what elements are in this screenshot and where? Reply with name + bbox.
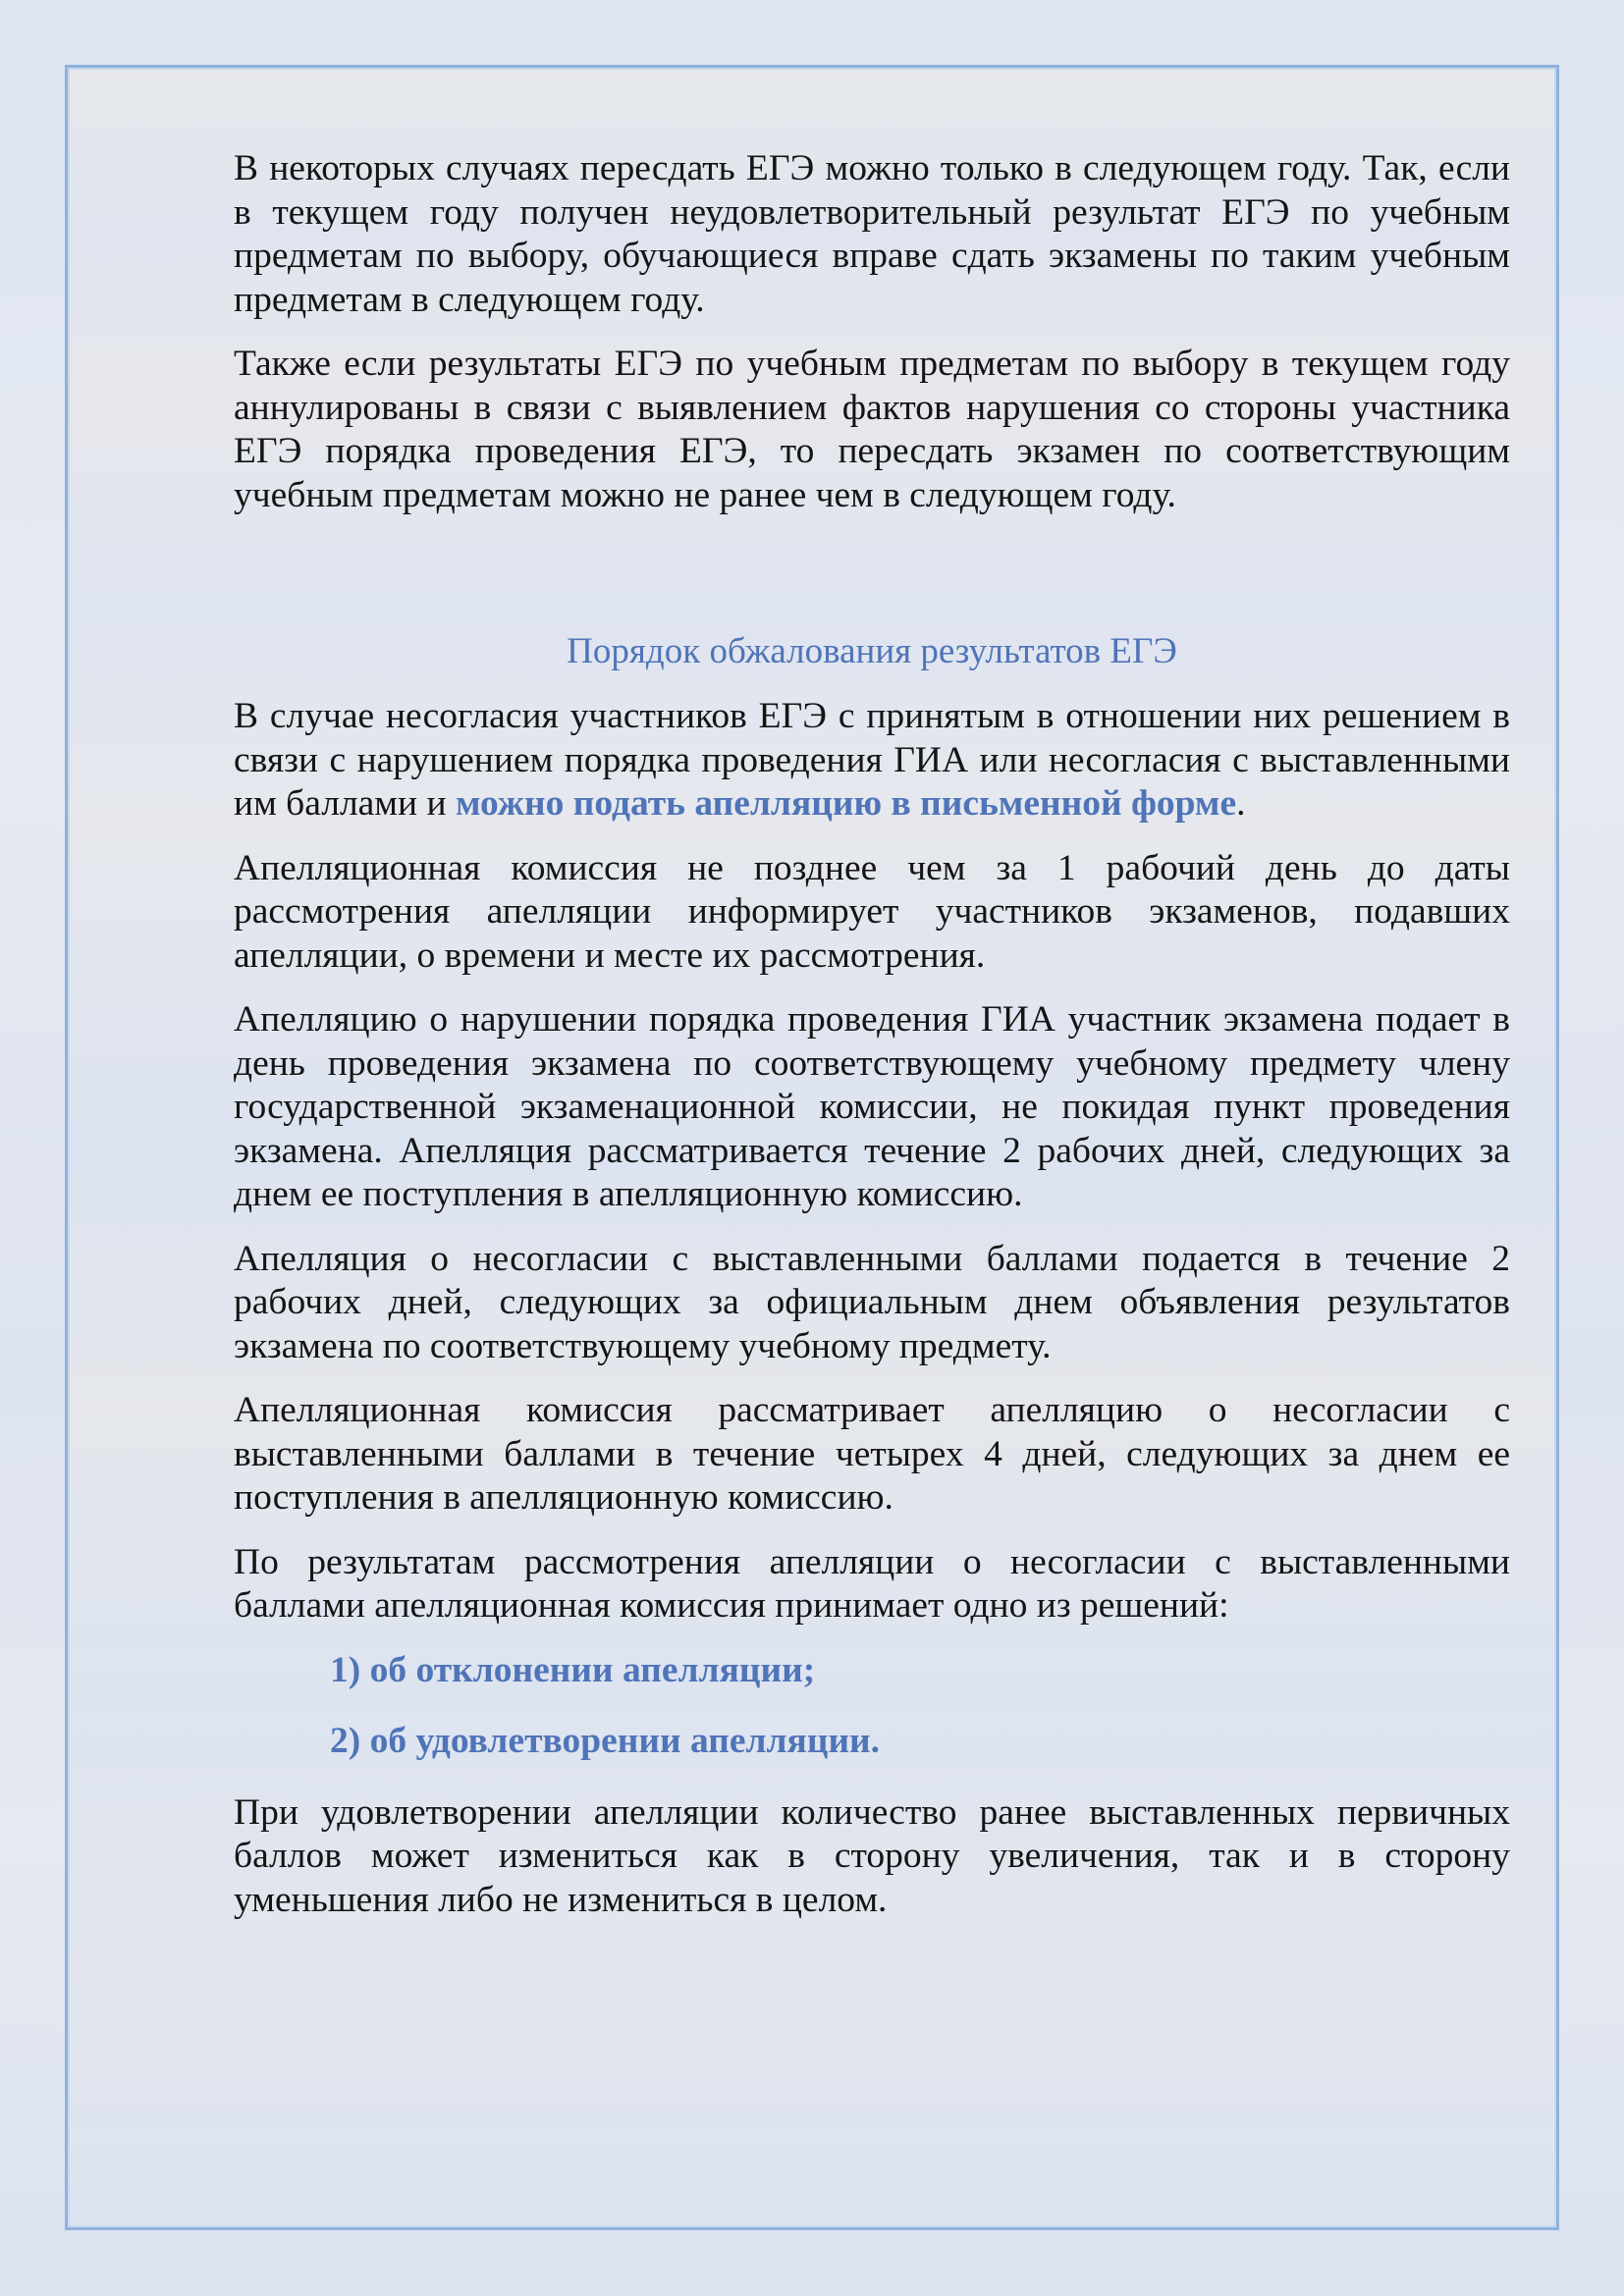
paragraph-procedure-appeal: Апелляцию о нарушении порядка проведения ГИА участник экзамена подает в день проведения экзамена по соответствующему учебному предмету члену государственной экзаменационной комиссии, не покидая пункт проведения экзамена. Апелляция рассматривается течение 2 рабочих дней, следующих за днем ее поступления в апелляционную комиссию.: [234, 999, 1510, 1214]
appeal-intro-text: В случае несогласия участников ЕГЭ с принятым в отношении них решением в связи с нарушением порядка проведения ГИА или несогласия с выставленными им баллами: [234, 696, 1510, 824]
decision-item-accept: 2) об удовлетворении апелляции.: [330, 1721, 881, 1761]
paragraph-score-change: При удовлетворении апелляции количество ранее выставленных первичных баллов может измениться как в сторону увеличения, так и в сторону уменьшения либо не измениться в целом.: [234, 1791, 1510, 1920]
paragraph-commission-notice: Апелляционная комиссия не позднее чем за 1 рабочий день до даты рассмотрения апелляции информирует участников экзаменов, подавших апелляции, о времени и месте их рассмотрения.: [234, 847, 1510, 976]
decision-item-reject: 1) об отклонении апелляции;: [330, 1649, 816, 1690]
appeal-intro-end: .: [1236, 783, 1246, 824]
paragraph-score-appeal-review: Апелляционная комиссия рассматривает апелляцию о несогласии с выставленными баллами в течение четырех 4 дней, следующих за днем ее поступления в апелляционную комиссию.: [234, 1390, 1510, 1518]
section-title: Порядок обжалования результатов ЕГЭ: [567, 631, 1177, 671]
paragraph-appeal-intro: [234, 695, 1510, 827]
decision-list: [234, 1649, 1510, 1764]
appeal-emphasis: можно подать апелляцию в письменной форме: [455, 783, 1237, 824]
paragraph-retake-next-year: В некоторых случаях пересдать ЕГЭ можно только в следующем году. Так, если в текущем году получен неудовлетворительный результат ЕГЭ по учебным предметам по выбору, обучающиеся вправе сдать экзамены по таким учебным предметам в следующем году.: [234, 148, 1510, 320]
paragraph-annulled-results: Также если результаты ЕГЭ по учебным предметам по выбору в текущем году аннулированы в связи с выявлением фактов нарушения со стороны участника ЕГЭ порядка проведения ЕГЭ, то пересдать экзамен по соответствующим учебным предметам можно не ранее чем в следующем году.: [234, 344, 1510, 515]
appeal-intro-connector: и: [426, 783, 447, 824]
paragraph-decision-intro: По результатам рассмотрения апелляции о несогласии с выставленными баллами апелляционная комиссия принимает одно из решений:: [234, 1541, 1510, 1626]
paragraph-score-appeal-deadline: Апелляция о несогласии с выставленными баллами подается в течение 2 рабочих дней, следующих за официальным днем объявления результатов экзамена по соответствующему учебному предмету.: [234, 1238, 1510, 1366]
document-body: [234, 147, 1510, 1943]
